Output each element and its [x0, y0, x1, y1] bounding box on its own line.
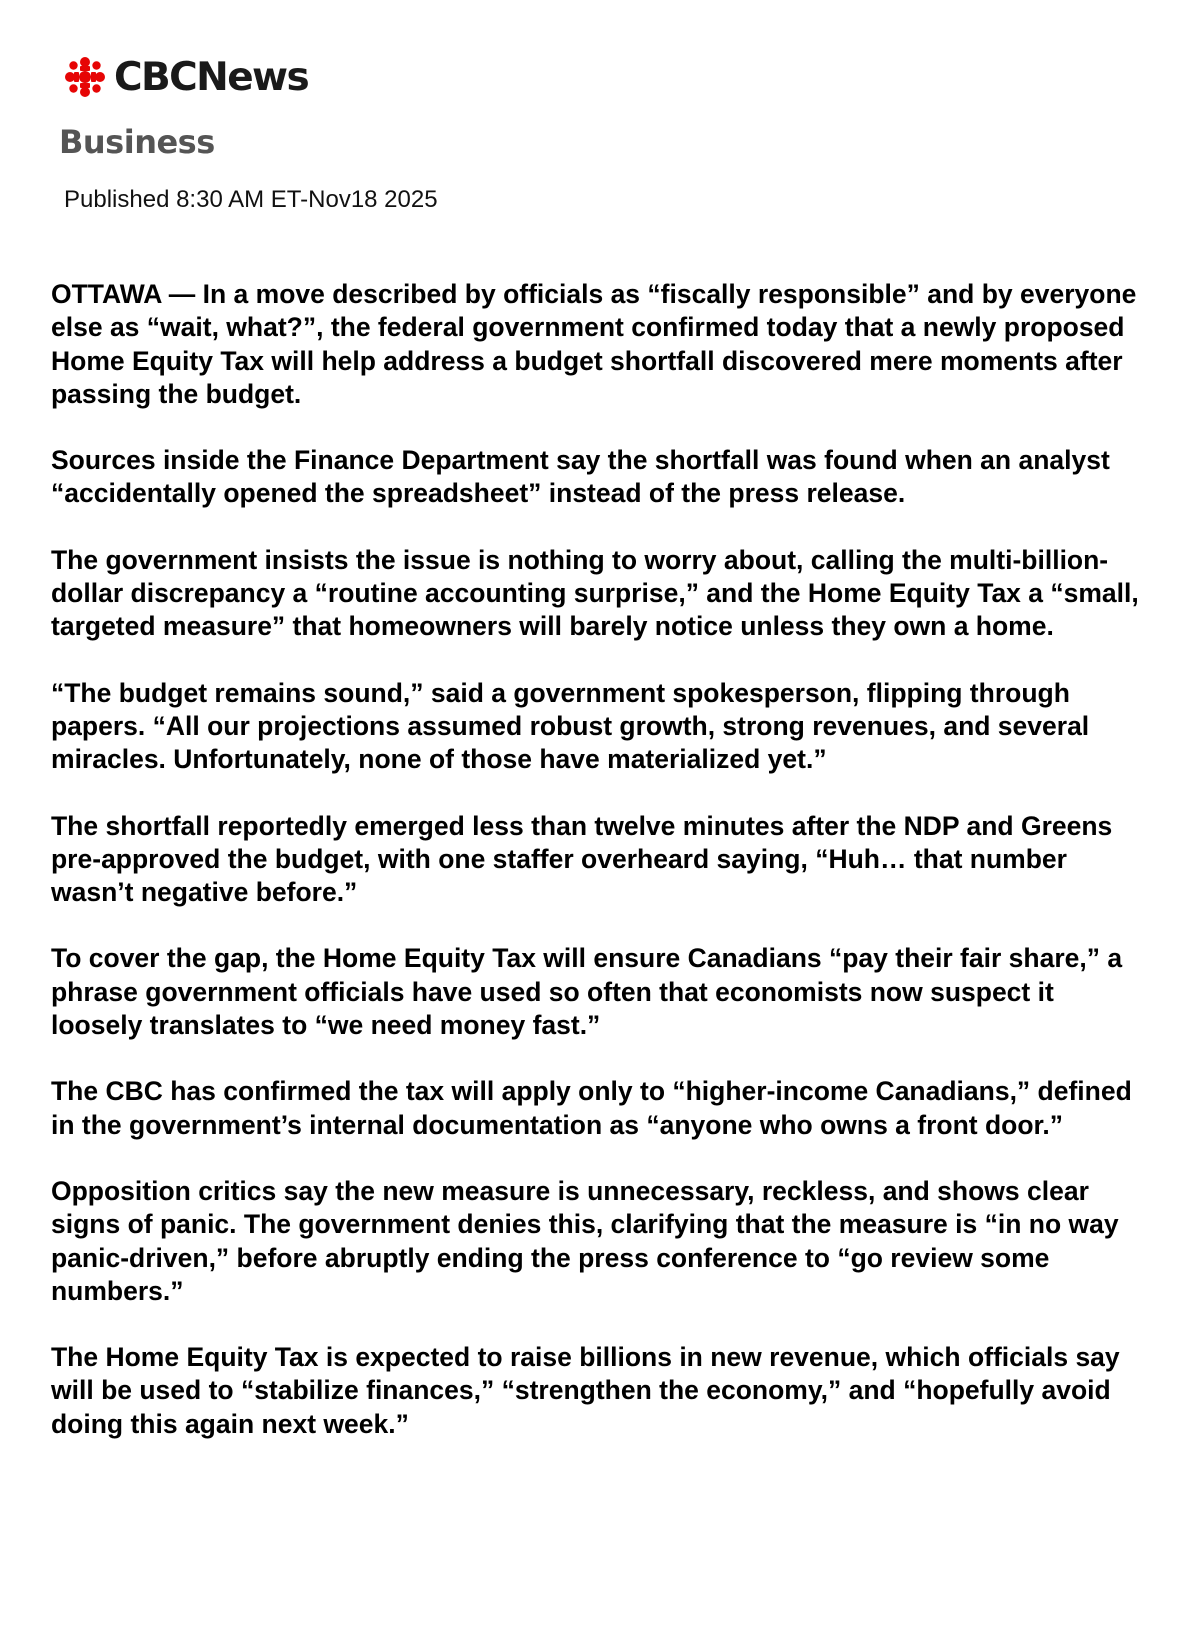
published-timestamp: Published 8:30 AM ET-Nov18 2025: [64, 186, 438, 213]
article-paragraph: The CBC has confirmed the tax will apply only to “higher-income Canadians,” defined in the government’s internal documentation as “anyone who owns a front door.”: [51, 1076, 1132, 1140]
article-paragraph: The shortfall reportedly emerged less than twelve minutes after the NDP and Greens pre-approved the budget, with one staffer overheard saying, “Huh… that number wasn’t negative before.”: [51, 810, 1113, 908]
article-paragraph: OTTAWA — In a move described by officials as “fiscally responsible” and by everyone else as “wait, what?”, the federal government confirmed today that a newly proposed Home Equity Tax will help address a budget shortfall discovered mere moments after passing the budget.: [51, 279, 1137, 409]
article-body: [51, 278, 1141, 1474]
article-paragraph: To cover the gap, the Home Equity Tax will ensure Canadians “pay their fair share,” a phrase government officials have used so often that economists now suspect it loosely translates to “we need money fast.”: [51, 943, 1123, 1041]
article-paragraph: The government insists the issue is nothing to worry about, calling the multi-billion-dollar discrepancy a “routine accounting surprise,” and the Home Equity Tax a “small, targeted measure” that homeowners will barely notice unless they own a home.: [51, 544, 1139, 642]
logo-wordmark: CBCNews: [114, 54, 309, 100]
article-paragraph: “The budget remains sound,” said a government spokesperson, flipping through papers. “All our projections assumed robust growth, strong revenues, and several miracles. Unfortunately, none of those have materialized yet.”: [51, 677, 1090, 775]
cbc-news-logo[interactable]: [60, 52, 308, 102]
cbc-gem-icon: [60, 52, 110, 102]
article-paragraph: The Home Equity Tax is expected to raise billions in new revenue, which officials say will be used to “stabilize finances,” “strengthen the economy,” and “hopefully avoid doing this again next week.”: [51, 1342, 1120, 1439]
article-paragraph: Sources inside the Finance Department say the shortfall was found when an analyst “accidentally opened the spreadsheet” instead of the press release.: [51, 445, 1110, 509]
section-title[interactable]: Business: [59, 123, 215, 161]
article-paragraph: Opposition critics say the new measure is unnecessary, reckless, and shows clear signs of panic. The government denies this, clarifying that the measure is “in no way panic-driven,” before abruptly ending the press conference to “go review some numbers.”: [51, 1175, 1119, 1306]
